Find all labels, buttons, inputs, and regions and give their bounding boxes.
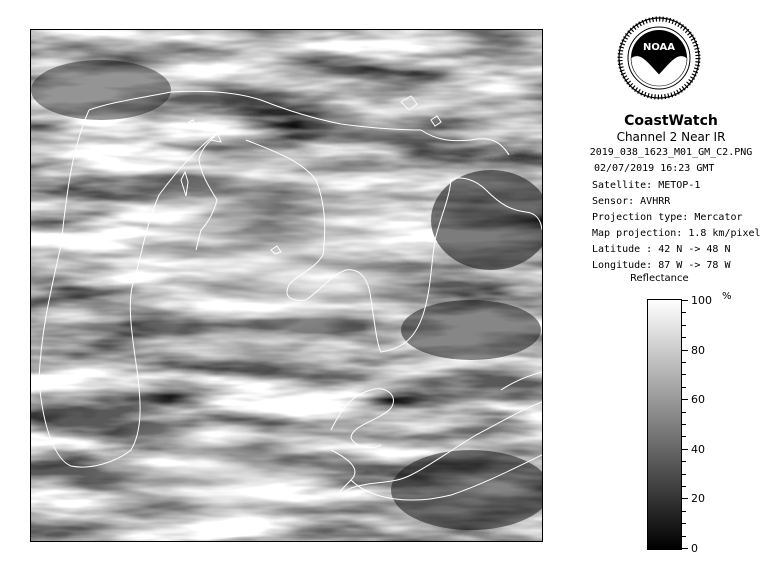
sensor-info: Sensor: AVHRR [592, 196, 671, 207]
colorbar-tick [682, 312, 686, 313]
colorbar-tick [682, 536, 686, 537]
colorbar-tick [682, 548, 688, 549]
colorbar-tick-label: 60 [691, 393, 705, 406]
colorbar-tick-label: 20 [691, 492, 705, 505]
colorbar-tick-label: 40 [691, 443, 705, 456]
colorbar-tick [682, 350, 688, 351]
file-name: 2019_038_1623_M01_GM_C2.PNG [589, 147, 753, 158]
colorbar-tick [682, 399, 688, 400]
colorbar-tick-label: 0 [691, 542, 698, 555]
noaa-logo-text: NOAA [642, 42, 676, 53]
colorbar-tick [682, 523, 686, 524]
colorbar-tick [682, 474, 686, 475]
colorbar-title: Reflectance [630, 273, 689, 284]
colorbar-tick [682, 511, 686, 512]
colorbar-tick [682, 436, 686, 437]
colorbar-tick [682, 325, 686, 326]
longitude-info: Longitude: 87 W -> 78 W [592, 260, 731, 271]
colorbar-tick [682, 412, 686, 413]
colorbar-unit: % [722, 291, 732, 302]
colorbar-tick [682, 461, 686, 462]
brand-title: CoastWatch [624, 113, 718, 129]
colorbar-tick [682, 449, 688, 450]
date-time: 02/07/2019 16:23 GMT [594, 163, 715, 174]
colorbar-tick [682, 498, 688, 499]
colorbar-tick [682, 337, 686, 338]
noaa-logo-icon [615, 14, 703, 114]
projection-type-info: Projection type: Mercator [592, 212, 743, 223]
colorbar-tick [682, 486, 686, 487]
satellite-image [31, 30, 542, 541]
satellite-info: Satellite: METOP-1 [592, 180, 701, 191]
reflectance-colorbar [647, 299, 682, 550]
noaa-logo [615, 14, 703, 114]
map-projection-info: Map projection: 1.8 km/pixel [592, 228, 761, 239]
colorbar-tick [682, 424, 686, 425]
colorbar-tick [682, 300, 688, 301]
colorbar-tick-label: 100 [691, 294, 712, 307]
channel-label: Channel 2 Near IR [616, 130, 726, 144]
colorbar-tick [682, 374, 686, 375]
colorbar-tick [682, 362, 686, 363]
colorbar-tick [682, 387, 686, 388]
satellite-map [30, 29, 543, 542]
latitude-info: Latitude : 42 N -> 48 N [592, 244, 731, 255]
colorbar-tick-label: 80 [691, 344, 705, 357]
